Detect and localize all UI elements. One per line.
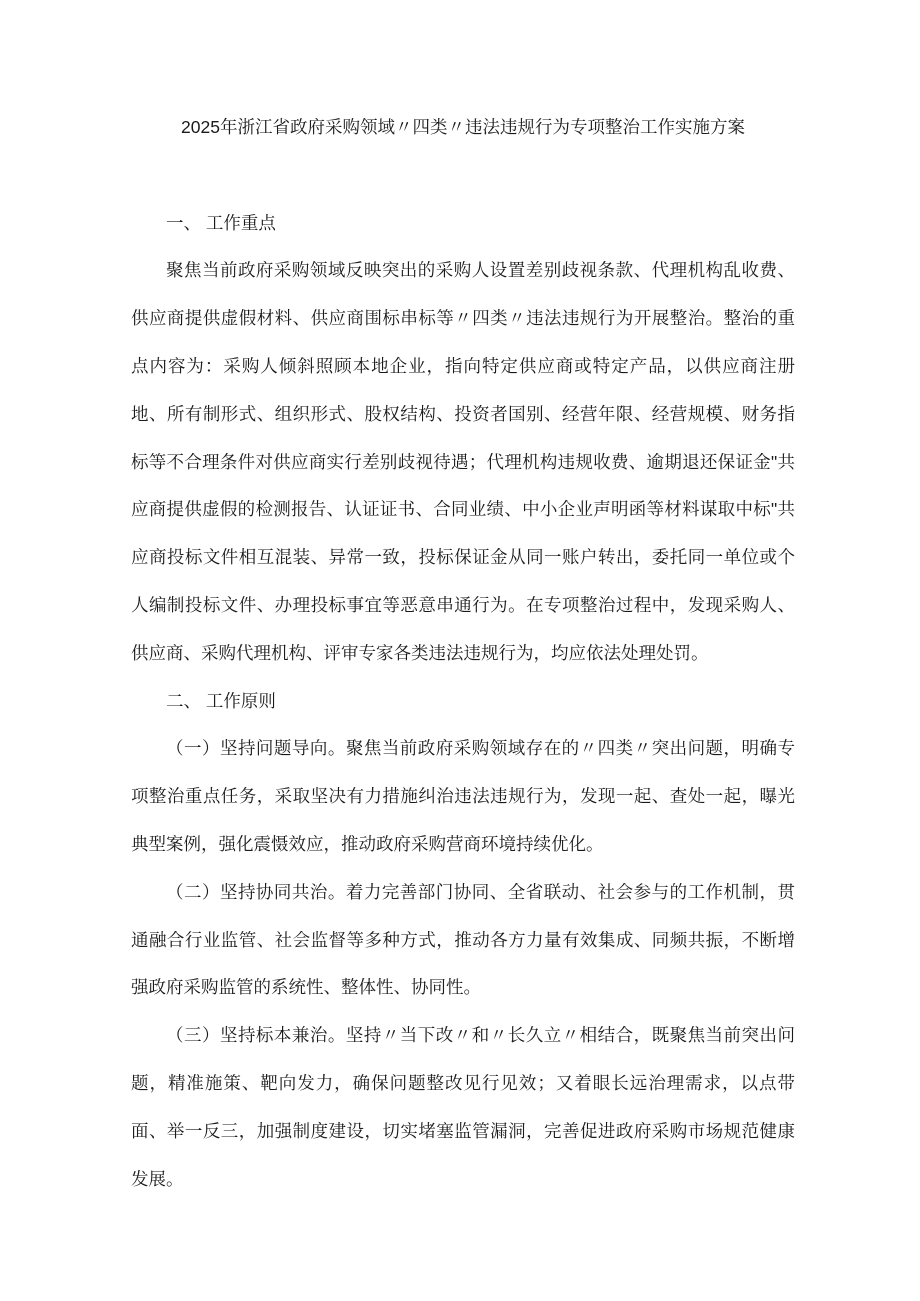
paragraph-principle-1: （一）坚持问题导向。聚焦当前政府采购领域存在的〃四类〃突出问题，明确专项整治重点任务，采取坚决有力措施纠治违法违规行为，发现一起、查处一起，曝光典型案例，强化震慑效应，推动政府采购营商环境持续优化。: [131, 738, 795, 854]
section-heading-work-principles: 二、 工作原则: [166, 690, 276, 711]
document-title: 2025年浙江省政府采购领域〃四类〃违法违规行为专项整治工作实施方案: [181, 117, 745, 137]
paragraph-principle-2: （二）坚持协同共治。着力完善部门协同、全省联动、社会参与的工作机制，贯通融合行业监管、社会监督等多种方式，推动各方力量有效集成、同频共振，不断增强政府采购监管的系统性、整体性、协同性。: [131, 881, 795, 998]
document-content: [131, 104, 795, 1203]
paragraph-principle-3: （三）坚持标本兼治。坚持〃当下改〃和〃长久立〃相结合，既聚焦当前突出问题，精准施策、靶向发力，确保问题整改见行见效；又着眼长远治理需求，以点带面、举一反三，加强制度建设，切实堵塞监管漏洞，完善促进政府采购市场规范健康发展。: [131, 1025, 795, 1189]
paragraph-work-focus: 聚焦当前政府采购领域反映突出的采购人设置差别歧视条款、代理机构乱收费、供应商提供虚假材料、供应商围标串标等〃四类〃违法违规行为开展整治。整治的重点内容为：采购人倾斜照顾本地企业，指向特定供应商或特定产品，以供应商注册地、所有制形式、组织形式、股权结构、投资者国别、经营年限、经营规模、财务指标等不合理条件对供应商实行差别歧视待遇；代理机构违规收费、逾期退还保证金"共应商提供虚假的检测报告、认证证书、合同业绩、中小企业声明函等材料谋取中标"共应商投标文件相互混装、异常一致，投标保证金从同一账户转出，委托同一单位或个人编制投标文件、办理投标事宜等恶意串通行为。在专项整治过程中，发现采购人、供应商、采购代理机构、评审专家各类违法违规行为，均应依法处理处罚。: [131, 260, 795, 663]
section-heading-work-focus: 一、 工作重点: [166, 212, 276, 233]
